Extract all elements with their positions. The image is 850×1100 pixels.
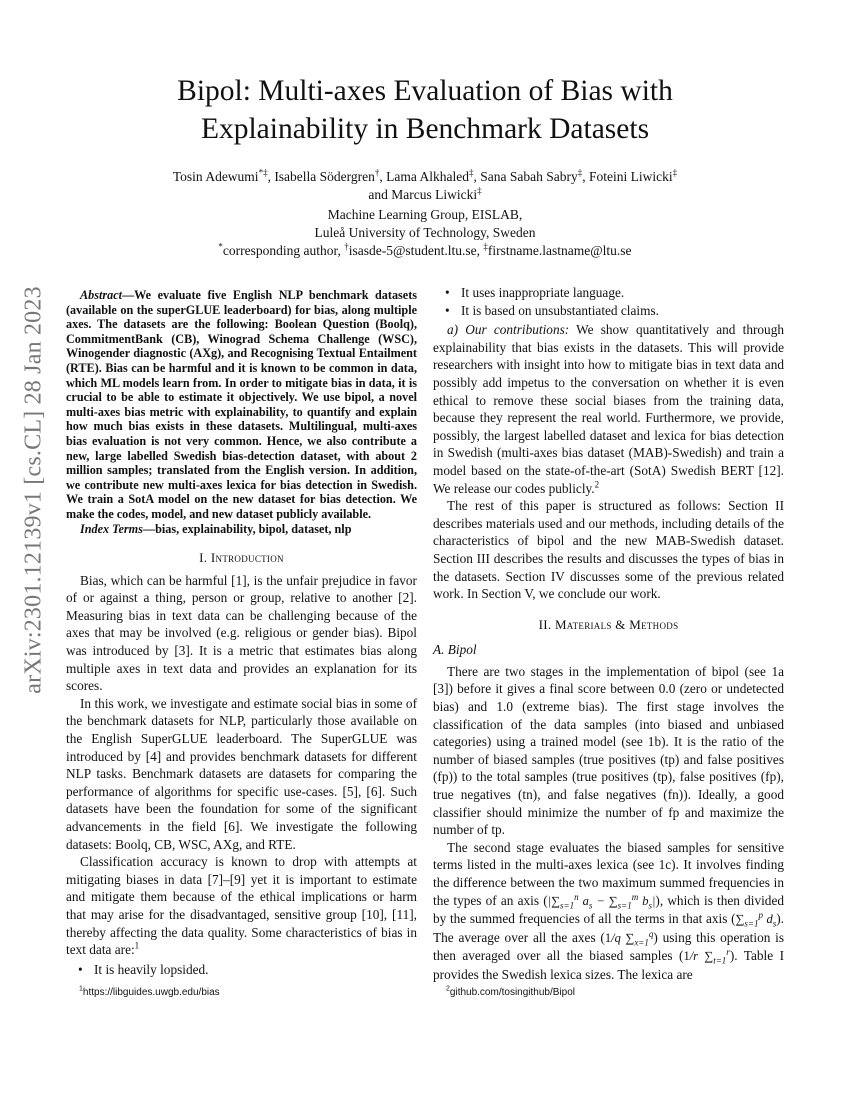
arxiv-id: arXiv:2301.12139v1 [cs.CL] 28 Jan 2023: [20, 286, 47, 694]
arxiv-stamp: [16, 286, 52, 694]
abstract: [66, 288, 417, 522]
author-5: , Foteini Liwicki: [582, 169, 673, 184]
list-item: • It uses inappropriate language.: [461, 284, 784, 302]
author-1: Tosin Adewumi: [172, 169, 259, 184]
abstract-label: Abstract: [80, 288, 122, 302]
intro-paragraph-2: In this work, we investigate and estimate social bias in some of the benchmark datasets for NLP, particularly those available on the English SuperGLUE leaderboard. The SuperGLUE was introduced by [4] and provides benchmark datasets for different NLP tasks. Benchmark datasets are datasets for comparing the performance of algorithms for specific use-cases. [5], [6]. Such datasets have been the foundation for some of the significant advancements in the field [6]. We investigate the following datasets: Boolq, CB, WSC, AXg, and RTE.: [66, 695, 417, 852]
dagger-mark: †: [344, 241, 349, 252]
formula-axis-sum: $\sum_{s=1}^p$ $d_s$: [735, 910, 777, 929]
bias-characteristics-list-cont: [433, 284, 784, 319]
subsection-a-heading: A. Bipol: [433, 642, 477, 658]
author-6: and Marcus Liwicki: [368, 187, 478, 202]
list-item: • It is based on unsubstantiated claims.: [461, 302, 784, 320]
index-terms-text: —bias, explainability, bipol, dataset, nlp: [142, 521, 352, 536]
affiliation-line-3: [100, 242, 750, 260]
bipol-paragraph-2: [433, 839, 784, 984]
author-5-mark: ‡: [672, 167, 678, 178]
list-item: • It is heavily lopsided.: [94, 961, 417, 979]
index-terms-label: Index Terms: [80, 521, 143, 536]
staff-email: firstname.lastname@ltu.se: [487, 243, 632, 258]
section-1-number: I.: [199, 550, 211, 566]
author-6-mark: ‡: [477, 185, 482, 196]
abstract-text: —We evaluate five English NLP benchmark datasets (available on the superGLUE leaderboard) for bias, along multiple axes. The datasets are the following: Boolean Question (Boolq), CommitmentBank (CB), Winograd Schema Challenge (WSC), Winogender diagnostic (AXg), and Recognising Textual Entailment (RTE). Bias can be harmful and it is known to be common in data, which ML models learn from. In order to mitigate bias in data, it is crucial to be able to estimate it objectively. We use bipol, a novel multi-axes bias metric with explainability, to quantify and explain how much bias exists in these datasets. Multilingual, multi-axes bias evaluation is not very common. Hence, we also contribute a new, large labelled Swedish bias-detection dataset, with about 2 million samples; translated from the English version. In addition, we contribute new multi-axes lexica for bias detection in Swedish. We train a SotA model on the new dataset for bias detection. We make the codes, model, and new dataset publicly available.: [66, 288, 417, 521]
bipol-p2-part-c: ). The average over all the axes (: [433, 911, 784, 945]
intro-paragraph-3-text: Classification accuracy is known to drop with attempts at mitigating biases in data [7]–[9] yet it is important to estimate and mitigate them because of the ethical implications or harm that may arise for the disadvantaged, sensitive group [10], [11], thereby affecting the data quality. Some characteristics of bias in text data are:: [66, 854, 417, 958]
structure-paragraph: The rest of this paper is structured as follows: Section II describes materials used and our methods, including details of the characteristics of bipol and the new MAB-Swedish dataset. Section III describes the results and discusses the types of bias in the datasets. Section IV discusses some of the previous related work. In Section V, we conclude our work.: [433, 498, 784, 602]
section-2-number: II.: [538, 616, 555, 632]
footnote-1: [79, 987, 220, 999]
author-2-mark: †: [374, 167, 380, 178]
bias-characteristics-list: [66, 961, 417, 979]
author-1-mark: *‡: [258, 167, 268, 178]
footnote-2-mark: 2: [446, 985, 450, 993]
footnote-2: [446, 987, 575, 999]
formula-samples-average: 1/r $\sum_{t=1}^r$: [683, 947, 730, 966]
affiliation-line-1: Machine Learning Group, EISLAB,: [327, 207, 523, 222]
footnote-1-link[interactable]: https://libguides.uwgb.edu/bias: [82, 987, 220, 998]
author-3: , Lama Alkhaled: [379, 169, 470, 184]
footnote-ref-2[interactable]: 2: [594, 479, 600, 490]
intro-paragraph-1: Bias, which can be harmful [1], is the unfair prejudice in favor of or against a thing, person or group, relative to another [2]. Measuring bias in text data can be challenging because of the axes that may be involved (e.g. religious or gender bias). Bipol was introduced by [3]. It is a metric that estimates bias along multiple axes in text data and provides an explanation for its scores.: [66, 572, 417, 694]
intro-paragraph-3: [66, 853, 417, 959]
corresponding-label: corresponding author,: [222, 243, 345, 258]
index-terms: [66, 522, 417, 537]
footnote-1-mark: 1: [79, 985, 83, 993]
student-email: isasde-5@student.ltu.se,: [348, 243, 484, 258]
title-line-2: Explainability in Benchmark Datasets: [200, 113, 650, 145]
author-2: , Isabella Södergren: [267, 169, 375, 184]
paper-title: [100, 72, 750, 148]
section-1-heading: [66, 549, 417, 567]
formula-axis-difference: $|\sum_{s=1}^n$ $a_s - \sum_{s=1}^m$ $b_s|$: [547, 891, 656, 911]
affiliation: [100, 206, 750, 260]
contributions-text: We show quantitatively and through explainability that bias exists in the datasets. This will provide researchers with insight into how to mitigate bias in text data and possibly add impetus to the conversation on whether it is even ethical to remove these social biases from the training data, because they represent the real world. Furthermore, we provide, possibly, the largest labelled dataset and lexica for bias detection in Swedish (multi-axes bias dataset (MAB)-Swedish) and train a model based on the state-of-the-art (SotA) Swedish BERT [12]. We release our codes publicly.: [433, 322, 784, 496]
bipol-p2-part-e: ). Table I provides the Swedish lexica sizes. The lexica are: [433, 948, 785, 982]
bipol-paragraph-1: There are two stages in the implementation of bipol (see 1a [3]) before it gives a final score between 0.0 (zero or undetected bias) and 1.0 (extreme bias). The first stage involves the classification of the data samples (into biased and unbiased categories) using a trained model (see 1b). It is the ratio of the number of biased samples (true positives (tp) and false positives (fp)) to the total samples (true positives (tp), false positives (fp), true negatives (tn), and false negatives (fn)). Ideally, a good classifier should minimize the number of fp and maximize the number of tp.: [433, 663, 784, 838]
section-2-title: Materials & Methods: [554, 616, 679, 632]
footnote-ref-1[interactable]: 1: [134, 940, 140, 951]
author-list: [100, 168, 750, 204]
section-2-heading: [433, 616, 784, 634]
author-3-mark: ‡: [469, 167, 474, 178]
ddagger-mark: ‡: [483, 241, 488, 252]
bipol-p2-part-b: ), which is then divided by the summed frequencies of all the terms in that axis (: [433, 892, 784, 927]
formula-axes-average: 1/q $\sum_{x=1}^q$: [604, 928, 654, 948]
author-4: , Sana Sabah Sabry: [473, 169, 578, 184]
bipol-p2-part-d: ) using this operation is then averaged over all the biased samples (: [433, 929, 785, 964]
title-line-1: Bipol: Multi-axes Evaluation of Bias with: [177, 75, 673, 107]
bipol-p2-part-a: The second stage evaluates the biased samples for sensitive terms listed in the multi-axes lexica (see 1c). It involves finding the difference between the two maximum summed frequencies in the types of an axis (: [433, 839, 784, 908]
author-4-mark: ‡: [577, 167, 583, 178]
left-column: [66, 288, 417, 980]
footnote-2-link[interactable]: github.com/tosingithub/Bipol: [449, 987, 575, 998]
corresponding-mark: *: [218, 241, 223, 252]
affiliation-line-2: Luleå University of Technology, Sweden: [314, 225, 536, 240]
contributions-label: a) Our contributions:: [447, 322, 570, 338]
right-column: [433, 285, 785, 984]
contributions-paragraph: [433, 321, 784, 497]
section-1-title: Introduction: [210, 550, 284, 566]
